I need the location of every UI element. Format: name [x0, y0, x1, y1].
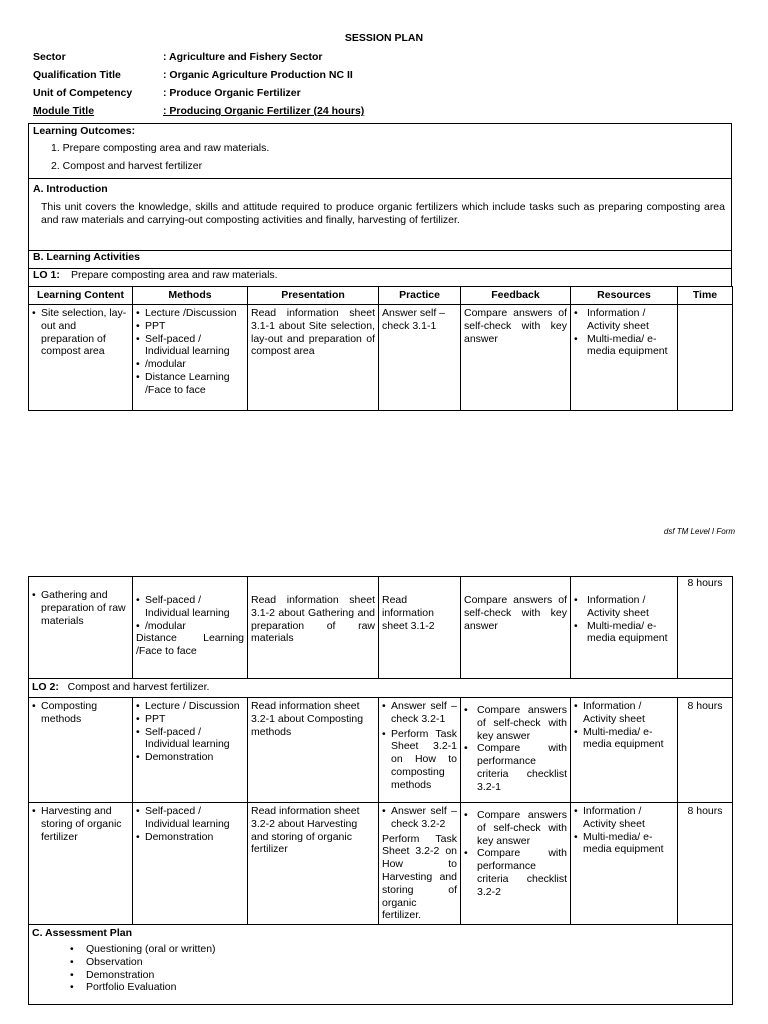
cell-time — [678, 305, 733, 411]
practice-tail: Perform Task Sheet 3.2-2 on How to Harvesting and storing of organic fertilizer. — [382, 832, 457, 922]
sector-value: : Agriculture and Fishery Sector — [163, 51, 323, 63]
method-item: • Self-paced / Individual learning — [136, 594, 244, 620]
table-row — [29, 698, 733, 803]
method-item: • Distance Learning /Face to face — [136, 371, 244, 397]
feedback-item: • Compare with performance criteria checklist 3.2-1 — [464, 742, 567, 793]
header-info — [33, 51, 364, 123]
feedback-item: • Compare answers of self-check with key answer — [464, 809, 567, 847]
cell-content: • Composting methods — [32, 700, 129, 726]
footer-note: dsf TM Level I Form — [663, 527, 735, 536]
practice-item: • Answer self – check 3.2-2 — [382, 805, 457, 831]
col-presentation: Presentation — [248, 287, 379, 305]
method-tail: Distance Learning /Face to face — [136, 632, 244, 658]
table-row — [29, 803, 733, 925]
learning-outcomes-heading: Learning Outcomes: — [33, 125, 136, 137]
cell-time: 8 hours — [678, 577, 733, 679]
col-feedback: Feedback — [461, 287, 571, 305]
module-value: : Producing Organic Fertilizer (24 hours) — [163, 105, 365, 117]
learning-activities-heading: B. Learning Activities — [33, 251, 140, 263]
cell-time: 8 hours — [678, 803, 733, 925]
practice-item: • Answer self – check 3.2-1 — [382, 700, 457, 726]
lo1-row — [28, 268, 732, 286]
cell-presentation: Read information sheet 3.1-1 about Site selection, lay-out and preparation of compost area — [248, 305, 379, 411]
activities-table-2 — [28, 576, 733, 1005]
lo2-row — [29, 679, 733, 698]
sector-label: Sector — [33, 51, 66, 63]
assessment-heading: C. Assessment Plan — [32, 927, 132, 940]
method-item: • Lecture / Discussion — [136, 700, 244, 713]
col-time: Time — [678, 287, 733, 305]
resource-item: • Information / Activity sheet — [574, 307, 674, 333]
qualification-label: Qualification Title — [33, 69, 121, 81]
cell-content: • Site selection, lay-out and preparation of compost area — [32, 307, 129, 358]
feedback-item: • Compare with performance criteria checklist 3.2-2 — [464, 847, 567, 898]
resource-item: • Information / Activity sheet — [574, 594, 674, 620]
activities-table-1 — [28, 286, 733, 411]
table-header-row — [29, 287, 733, 305]
cell-content: • Gathering and preparation of raw materials — [32, 589, 129, 627]
method-item: • Demonstration — [136, 831, 244, 844]
method-item: • /modular — [136, 358, 244, 371]
method-item: • PPT — [136, 713, 244, 726]
assessment-item: • Observation — [70, 956, 729, 969]
unit-value: : Produce Organic Fertilizer — [163, 87, 301, 99]
cell-time: 8 hours — [678, 698, 733, 803]
lo2-label: LO 2: — [32, 681, 59, 693]
cell-presentation: Read information sheet 3.2-2 about Harvesting and storing of organic fertilizer — [248, 803, 379, 925]
cell-feedback: Compare answers of self-check with key answer — [461, 577, 571, 679]
learning-outcome-1: 1. Prepare composting area and raw materials. — [51, 142, 270, 154]
learning-activities-row — [28, 250, 732, 268]
method-item: • Demonstration — [136, 751, 244, 764]
cell-presentation: Read information sheet 3.2-1 about Composting methods — [248, 698, 379, 803]
col-practice: Practice — [379, 287, 461, 305]
resource-item: • Information / Activity sheet — [574, 700, 674, 726]
feedback-item: • Compare answers of self-check with key answer — [464, 704, 567, 742]
introduction-text: This unit covers the knowledge, skills and attitude required to produce organic fertilizers which include tasks such as preparing composting area and raw materials and carrying-out composting activities and finally, harvesting of fertilizer. — [41, 201, 725, 226]
col-methods: Methods — [133, 287, 248, 305]
assessment-item: • Demonstration — [70, 969, 729, 982]
cell-content: • Harvesting and storing of organic fertilizer — [32, 805, 129, 843]
practice-item: • Perform Task Sheet 3.2-1 on How to composting methods — [382, 728, 457, 792]
resource-item: • Multi-media/ e-media equipment — [574, 333, 674, 359]
cell-presentation: Read information sheet 3.1-2 about Gathering and preparation of raw materials — [248, 577, 379, 679]
method-item: • Self-paced / Individual learning — [136, 333, 244, 359]
unit-label: Unit of Competency — [33, 87, 133, 99]
cell-feedback: Compare answers of self-check with key answer — [461, 305, 571, 411]
method-item: • Self-paced / Individual learning — [136, 726, 244, 752]
resource-item: • Multi-media/ e-media equipment — [574, 620, 674, 646]
module-label: Module Title — [33, 105, 95, 117]
learning-outcomes-box — [28, 123, 732, 179]
page-title: SESSION PLAN — [344, 32, 424, 44]
table-row — [29, 577, 733, 679]
lo1-label: LO 1: — [33, 269, 60, 281]
method-item: • /modular — [136, 620, 244, 633]
resource-item: • Multi-media/ e-media equipment — [574, 726, 674, 752]
col-resources: Resources — [571, 287, 678, 305]
method-item: • Lecture /Discussion — [136, 307, 244, 320]
table-row — [29, 305, 733, 411]
method-item: • Self-paced / Individual learning — [136, 805, 244, 831]
qualification-value: : Organic Agriculture Production NC II — [163, 69, 353, 81]
cell-practice: Read information sheet 3.1-2 — [379, 577, 461, 679]
introduction-box — [28, 178, 732, 251]
lo1-text: Prepare composting area and raw materials. — [71, 269, 278, 281]
resource-item: • Multi-media/ e-media equipment — [574, 831, 674, 857]
learning-outcome-2: 2. Compost and harvest fertilizer — [51, 160, 203, 172]
lo2-text: Compost and harvest fertilizer. — [67, 681, 210, 693]
resource-item: • Information / Activity sheet — [574, 805, 674, 831]
col-learning-content: Learning Content — [29, 287, 133, 305]
assessment-item: • Questioning (oral or written) — [70, 943, 729, 956]
assessment-item: • Portfolio Evaluation — [70, 981, 729, 994]
introduction-heading: A. Introduction — [33, 183, 108, 195]
assessment-row — [29, 925, 733, 1005]
cell-practice: Answer self – check 3.1-1 — [379, 305, 461, 411]
method-item: • PPT — [136, 320, 244, 333]
